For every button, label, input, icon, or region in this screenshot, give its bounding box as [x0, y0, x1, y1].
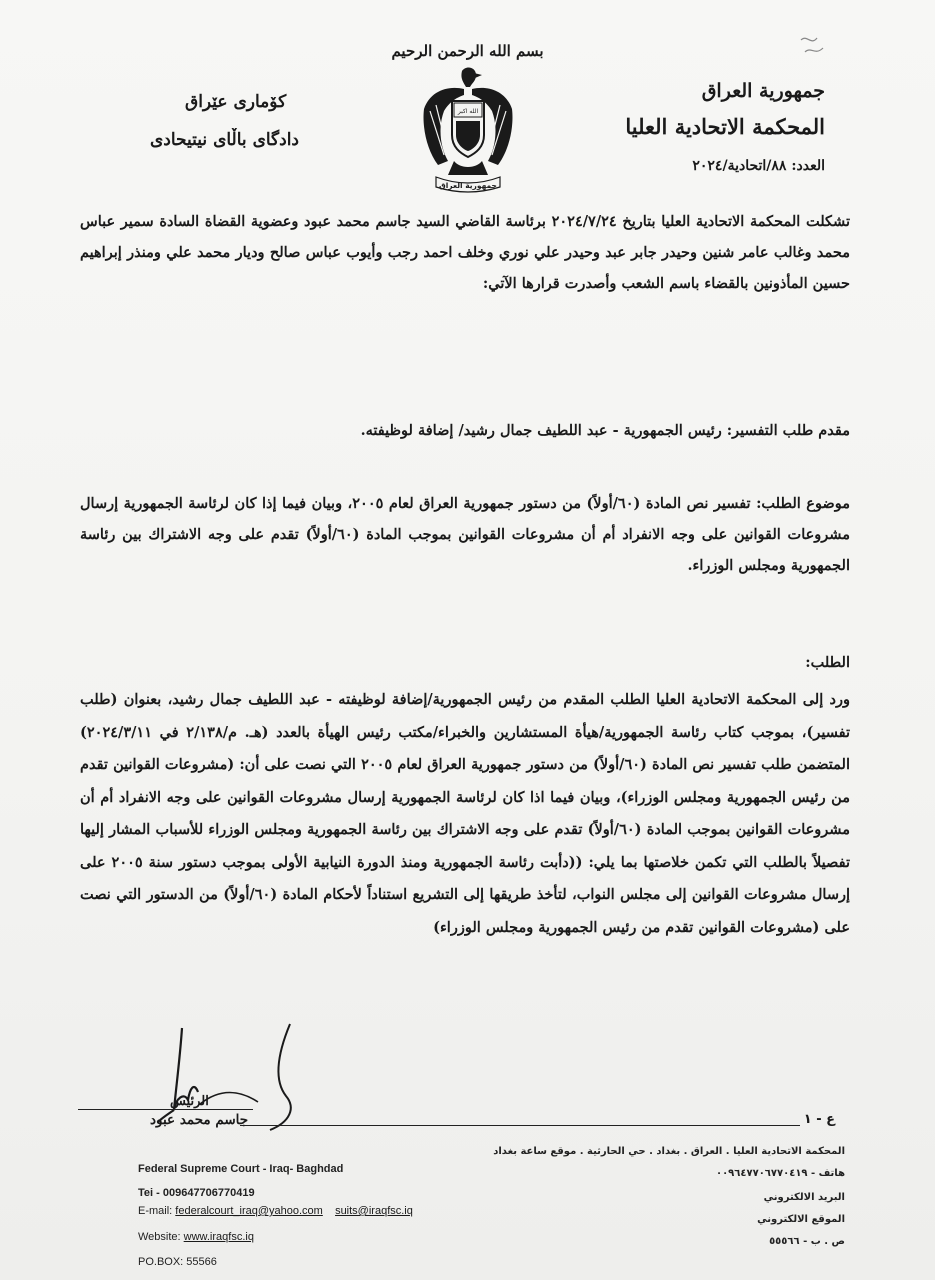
basmala: بسم الله الرحمن الرحيم — [391, 42, 544, 60]
footer-pobox-arabic: ص . ب - ٥٥٥٦٦ — [769, 1236, 845, 1247]
footer-email-link-1[interactable]: federalcourt_iraq@yahoo.com — [175, 1205, 323, 1217]
footer-website-arabic: الموقع الالكتروني — [757, 1214, 845, 1225]
signature-title: الرئيس — [170, 1094, 209, 1109]
footer-divider — [240, 1125, 800, 1126]
page-marker: ع - ١ — [803, 1112, 835, 1127]
country-name-kurdish: كۆماری عێراق — [185, 92, 287, 112]
applicant-text: مقدم طلب التفسير: رئيس الجمهورية - عبد اللطيف جمال رشيد/ إضافة لوظيفته. — [360, 422, 850, 439]
signature-name: جاسم محمد عبود — [150, 1112, 249, 1128]
intro-text: تشكلت المحكمة الاتحادية العليا بتاريخ ٢٠٢٤/٧/٢٤ برئاسة القاضي السيد جاسم محمد عبود وعضوية القضاة السادة سمير عباس محمد وغالب عامر شنين وحيدر جابر عبد وحيدر علي نوري وخلف احمد رجب وأيوب عباس صالح وديار محمد علي ومنذر إبراهيم حسين المأذونين بالقضاء باسم الشعب وأصدرت قرارها الآتي: — [80, 213, 850, 292]
footer-email-arabic: البريد الالكتروني — [763, 1192, 845, 1203]
footer-pobox: PO.BOX: 55566 — [138, 1256, 217, 1268]
footer-phone-arabic: هاتف - ٠٠٩٦٤٧٧٠٦٧٧٠٤١٩ — [715, 1168, 845, 1179]
footer-email-link-2[interactable]: suits@iraqfsc.iq — [335, 1205, 413, 1217]
footer-court-name: Federal Supreme Court - Iraq- Baghdad — [138, 1163, 344, 1175]
footer-email-label: E-mail: — [138, 1205, 173, 1217]
reference-number: العدد: ٨٨/اتحادية/٢٠٢٤ — [692, 158, 825, 174]
footer-email-row — [138, 1205, 413, 1217]
footer-telephone: Tei - 009647706770419 — [138, 1187, 255, 1199]
footer-website-label: Website: — [138, 1231, 181, 1243]
request-heading — [80, 648, 850, 678]
country-name-arabic: جمهورية العراق — [701, 80, 825, 102]
subject-paragraph — [80, 488, 850, 581]
applicant-line — [80, 416, 850, 446]
request-paragraph — [80, 684, 850, 944]
subject-text: موضوع الطلب: تفسير نص المادة (٦٠/أولاً) من دستور جمهورية العراق لعام ٢٠٠٥، وبيان فيما إذا كان لرئاسة الجمهورية إرسال مشروعات القوانين على وجه الانفراد أم أن مشروعات القوانين بموجب المادة (٦٠/أولاً) تقدم على وجه الاشتراك بين رئاسة الجمهورية ومجلس الوزراء. — [80, 495, 851, 574]
request-heading-text: الطلب: — [805, 654, 850, 671]
footer-website-link[interactable]: www.iraqfsc.iq — [183, 1231, 254, 1243]
intro-paragraph — [80, 206, 850, 299]
signature-line — [78, 1109, 253, 1110]
emblem-shield-text: الله اكبر — [457, 108, 479, 115]
request-text: ورد إلى المحكمة الاتحادية العليا الطلب المقدم من رئيس الجمهورية/إضافة لوظيفته - عبد اللطيف جمال رشيد، بعنوان (طلب تفسير)، بموجب كتاب رئاسة الجمهورية/هيأة المستشارين والخبراء/مكتب رئيس الهيأة بالعدد (هـ. م/٢/١٣٨ في ٢٠٢٤/٣/١١) المتضمن طلب تفسير نص المادة (٦٠/أولاً) من دستور جمهورية العراق لعام ٢٠٠٥ التي نصت على أن: (مشروعات القوانين تقدم من رئيس الجمهورية ومجلس الوزراء)، وبيان فيما اذا كان لرئاسة الجمهورية إرسال مشروعات القوانين على وجه الانفراد أم أن مشروعات القوانين بموجب المادة (٦٠/أولاً) تقدم على وجه الاشتراك بين رئاسة الجمهورية ومجلس الوزراء للأسباب المشار إليها تفصيلاً بالطلب التي تكمن خلاصتها بما يلي: ((دأبت رئاسة الجمهورية ومنذ الدورة النيابية الأولى بموجب دستور سنة ٢٠٠٥ على إرسال مشروعات القوانين إلى مجلس النواب، لتأخذ طريقها إلى التشريع استناداً لأحكام المادة (٦٠/أولاً) من الدستور التي نصت على (مشروعات القوانين تقدم من رئيس الجمهورية ومجلس الوزراء) — [80, 691, 850, 936]
court-name-kurdish: دادگای باڵای نیتیحادی — [150, 130, 300, 150]
iraq-eagle-emblem — [418, 65, 518, 197]
footer-website-row — [138, 1231, 254, 1243]
emblem-caption: جمهورية العراق — [439, 181, 497, 190]
court-name-arabic: المحكمة الاتحادية العليا — [625, 114, 825, 139]
footer-address-arabic: المحكمة الاتحادية العليا . العراق . بغداد . حي الحارثية . موقع ساعة بغداد — [493, 1146, 845, 1157]
